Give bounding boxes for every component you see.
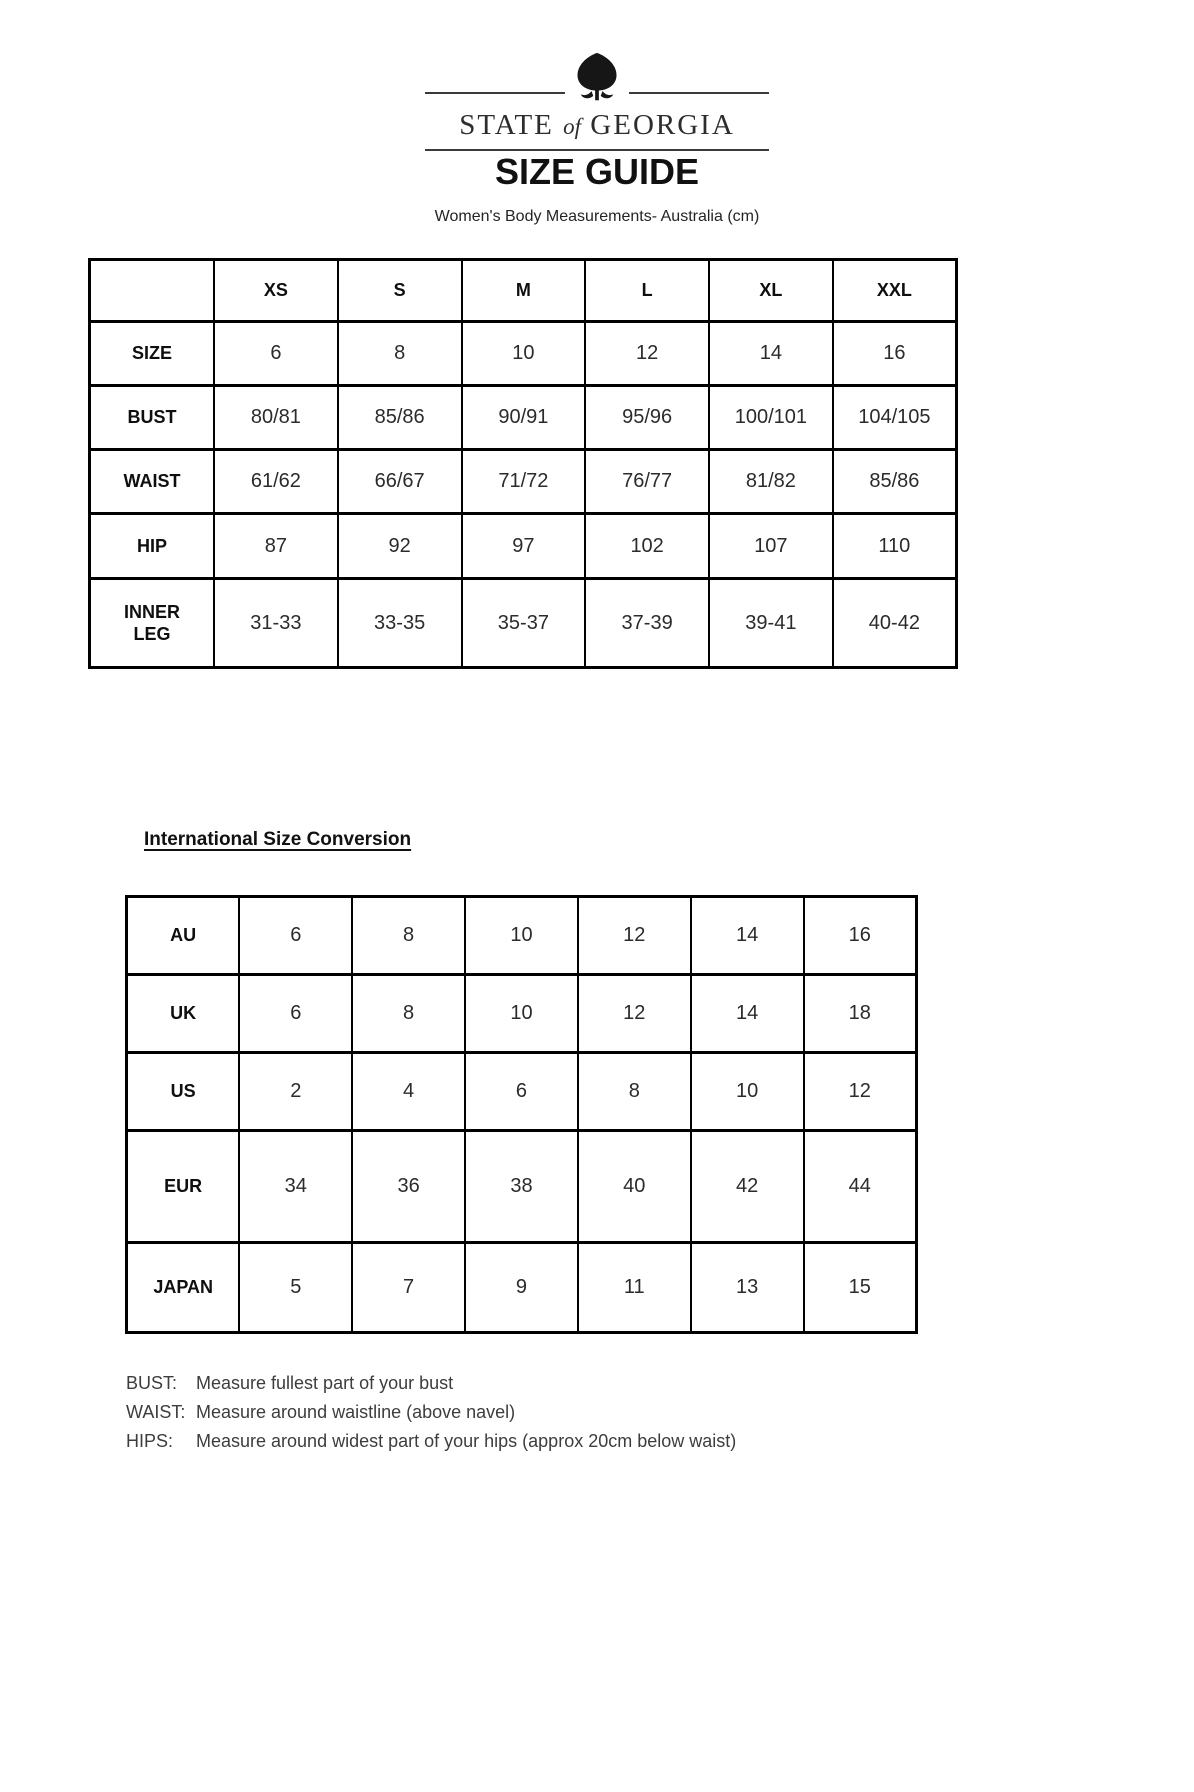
note-text: Measure around waistline (above navel) — [196, 1402, 516, 1422]
table-cell: 13 — [691, 1243, 804, 1333]
note-row-waist — [126, 1398, 736, 1427]
table-cell: 18 — [804, 975, 917, 1053]
brand-name-state: STATE — [459, 109, 554, 141]
table-cell: 10 — [465, 897, 578, 975]
measurements-table — [88, 258, 958, 669]
col-header-xl: XL — [709, 260, 833, 322]
table-cell: 12 — [585, 322, 709, 386]
table-row-bust — [90, 386, 957, 450]
note-label: HIPS: — [126, 1431, 174, 1451]
table-cell: 44 — [804, 1131, 917, 1243]
row-label-japan: JAPAN — [127, 1243, 240, 1333]
table-row-japan — [127, 1243, 917, 1333]
table-cell: 40 — [578, 1131, 691, 1243]
table-cell: 16 — [804, 897, 917, 975]
table-cell: 76/77 — [585, 450, 709, 514]
table-cell: 110 — [833, 514, 957, 579]
conversion-heading: International Size Conversion — [144, 829, 412, 850]
row-label-hip — [90, 514, 215, 579]
table-cell: 6 — [465, 1053, 578, 1131]
table-cell: 95/96 — [585, 386, 709, 450]
table-cell: 40-42 — [833, 579, 957, 668]
brand-logo — [425, 52, 769, 151]
logo-top-rule — [425, 52, 769, 104]
logo-line-left — [425, 92, 565, 94]
table-cell: 8 — [578, 1053, 691, 1131]
row-label-text: SIZE — [131, 343, 172, 364]
table-cell: 80/81 — [214, 386, 338, 450]
table-row-waist — [90, 450, 957, 514]
row-label-text: HIP — [136, 535, 167, 556]
brand-name-georgia: GEORGIA — [590, 109, 735, 141]
table-cell: 92 — [338, 514, 462, 579]
col-header-m: M — [462, 260, 586, 322]
table-cell: 10 — [691, 1053, 804, 1131]
tree-icon — [569, 52, 625, 104]
table-cell: 61/62 — [214, 450, 338, 514]
table-cell: 107 — [709, 514, 833, 579]
table-cell: 14 — [691, 975, 804, 1053]
table-cell: 10 — [462, 322, 586, 386]
table-cell: 2 — [239, 1053, 352, 1131]
table-cell: 5 — [239, 1243, 352, 1333]
table-cell: 81/82 — [709, 450, 833, 514]
table-cell: 85/86 — [833, 450, 957, 514]
table-cell: 97 — [462, 514, 586, 579]
table-cell: 14 — [691, 897, 804, 975]
row-label-eur: EUR — [127, 1131, 240, 1243]
page-title: SIZE GUIDE — [494, 151, 700, 192]
table-cell: 12 — [578, 897, 691, 975]
table-cell: 36 — [352, 1131, 465, 1243]
row-label-au: AU — [127, 897, 240, 975]
table-cell: 37-39 — [585, 579, 709, 668]
measurements-header-row — [90, 260, 957, 322]
table-cell: 104/105 — [833, 386, 957, 450]
brand-name — [425, 109, 769, 142]
table-cell: 8 — [338, 322, 462, 386]
conversion-table — [125, 895, 918, 1334]
row-label-inner-leg — [90, 579, 215, 668]
table-cell: 11 — [578, 1243, 691, 1333]
brand-name-of: of — [563, 114, 582, 139]
note-row-bust — [126, 1369, 736, 1398]
table-cell: 7 — [352, 1243, 465, 1333]
table-cell: 31-33 — [214, 579, 338, 668]
table-cell: 15 — [804, 1243, 917, 1333]
table-cell: 9 — [465, 1243, 578, 1333]
table-cell: 90/91 — [462, 386, 586, 450]
table-row-size — [90, 322, 957, 386]
table-cell: 42 — [691, 1131, 804, 1243]
table-row-hip — [90, 514, 957, 579]
col-header-l: L — [585, 260, 709, 322]
corner-cell — [90, 260, 215, 322]
table-cell: 33-35 — [338, 579, 462, 668]
table-cell: 85/86 — [338, 386, 462, 450]
table-cell: 6 — [239, 975, 352, 1053]
row-label-size — [90, 322, 215, 386]
table-cell: 102 — [585, 514, 709, 579]
col-header-s: S — [338, 260, 462, 322]
table-cell: 34 — [239, 1131, 352, 1243]
row-label-text: BUST — [127, 407, 177, 428]
table-row-eur — [127, 1131, 917, 1243]
measuring-notes — [126, 1369, 736, 1456]
note-label: WAIST: — [126, 1402, 186, 1422]
row-label-text: WAIST — [123, 471, 181, 492]
table-cell: 6 — [239, 897, 352, 975]
table-cell: 10 — [465, 975, 578, 1053]
logo-line-right — [629, 92, 769, 94]
table-cell: 87 — [214, 514, 338, 579]
row-label-waist — [90, 450, 215, 514]
row-label-text: INNER LEG — [123, 601, 180, 644]
page-subtitle: Women's Body Measurements- Australia (cm) — [434, 208, 760, 225]
table-cell: 14 — [709, 322, 833, 386]
table-cell: 100/101 — [709, 386, 833, 450]
row-label-us: US — [127, 1053, 240, 1131]
table-cell: 35-37 — [462, 579, 586, 668]
note-row-hips — [126, 1427, 736, 1456]
table-cell: 4 — [352, 1053, 465, 1131]
table-cell: 16 — [833, 322, 957, 386]
table-row-au — [127, 897, 917, 975]
row-label-uk: UK — [127, 975, 240, 1053]
table-cell: 66/67 — [338, 450, 462, 514]
table-row-us — [127, 1053, 917, 1131]
table-cell: 39-41 — [709, 579, 833, 668]
table-cell: 38 — [465, 1131, 578, 1243]
table-cell: 71/72 — [462, 450, 586, 514]
col-header-xxl: XXL — [833, 260, 957, 322]
note-text: Measure fullest part of your bust — [196, 1373, 454, 1393]
note-label: BUST: — [126, 1373, 178, 1393]
row-label-bust — [90, 386, 215, 450]
table-row-inner-leg — [90, 579, 957, 668]
table-row-uk — [127, 975, 917, 1053]
note-text: Measure around widest part of your hips (approx 20cm below waist) — [196, 1431, 737, 1451]
col-header-xs: XS — [214, 260, 338, 322]
table-cell: 8 — [352, 897, 465, 975]
table-cell: 8 — [352, 975, 465, 1053]
table-cell: 6 — [214, 322, 338, 386]
table-cell: 12 — [804, 1053, 917, 1131]
table-cell: 12 — [578, 975, 691, 1053]
